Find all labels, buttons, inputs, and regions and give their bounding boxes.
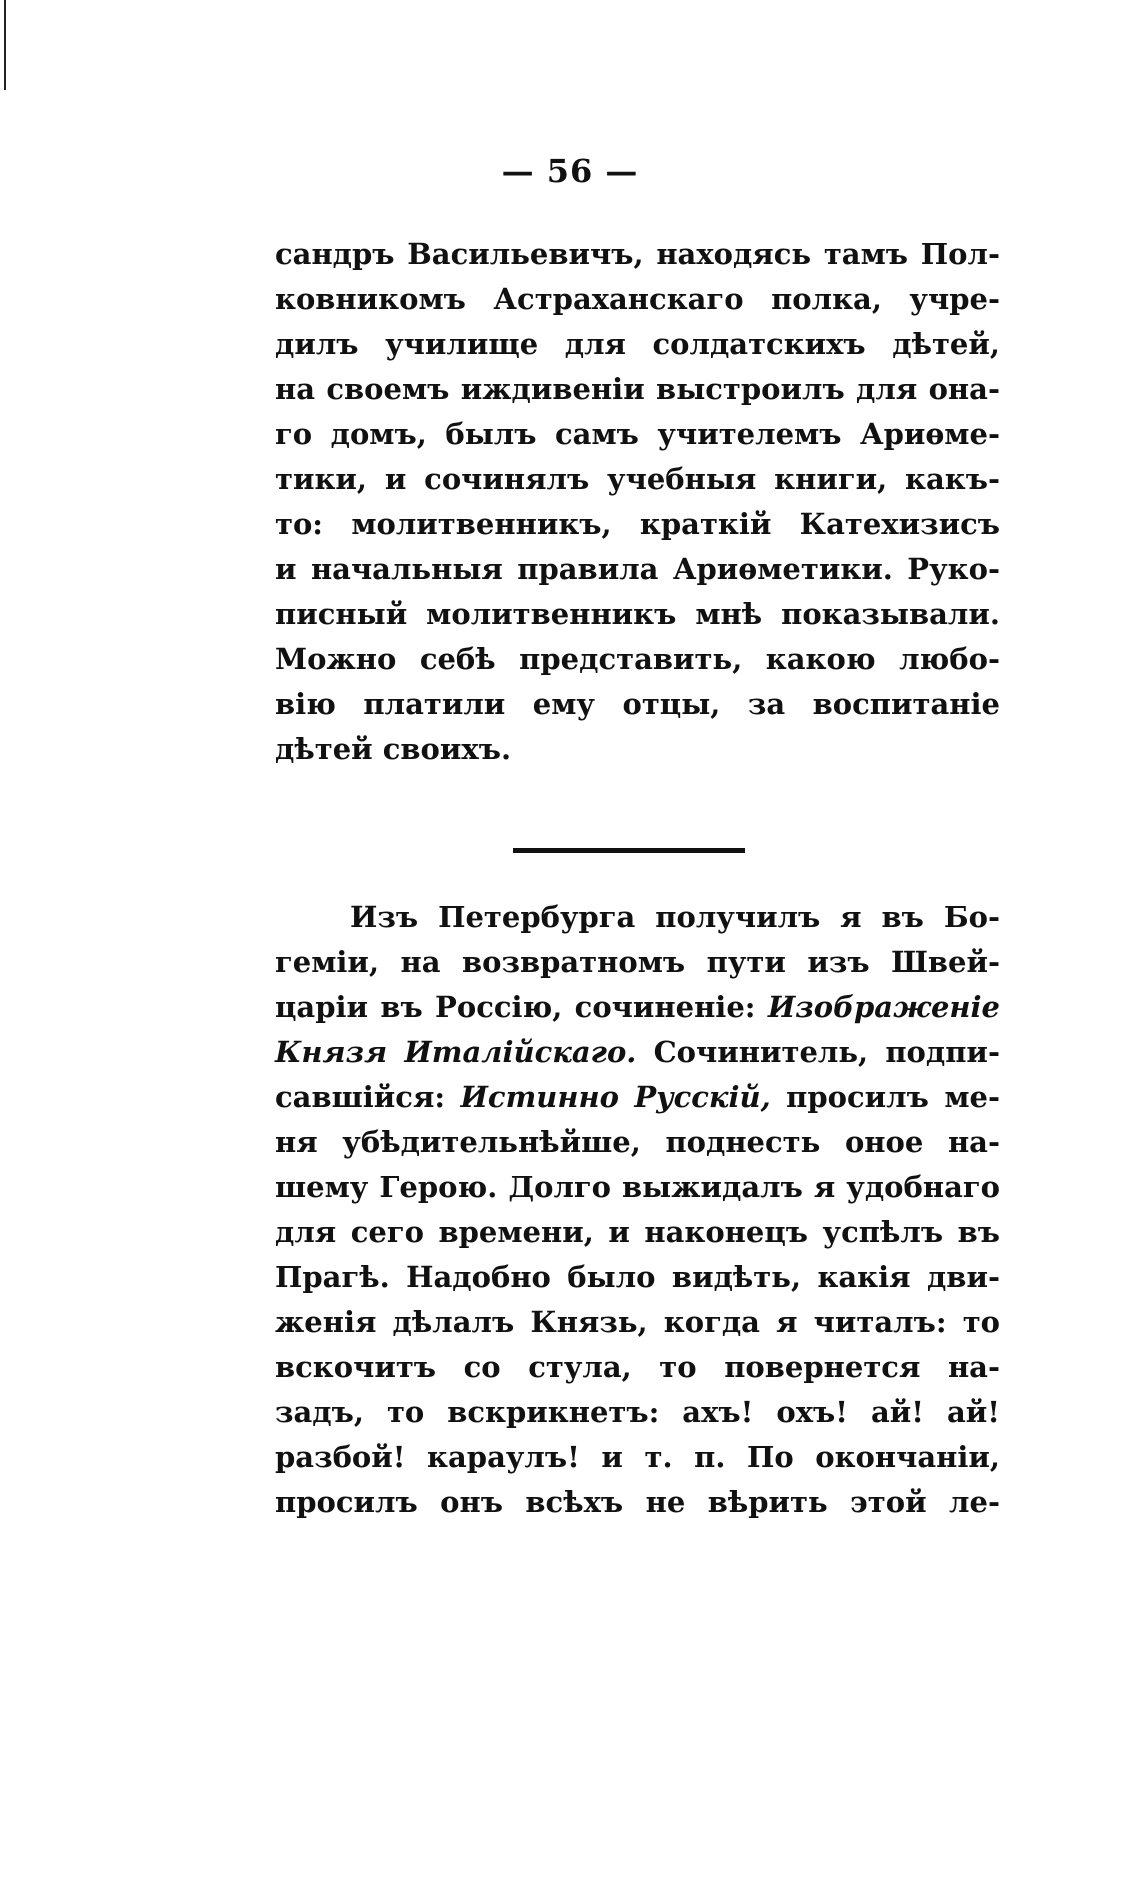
text-line: ня убѣдительнѣйше, поднесть оное на- [275, 1125, 1000, 1159]
text-segment: Сочинитель, подпи- [653, 1035, 1000, 1069]
text-line: Изъ Петербурга получилъ я въ Бо- [350, 900, 1000, 934]
work-title-part: Изображеніе [767, 990, 1000, 1024]
text-segment: савшійся: [275, 1080, 446, 1114]
text-line: для сего времени, и наконецъ успѣлъ въ [275, 1215, 1000, 1249]
text-line: задъ, то вскрикнетъ: ахъ! охъ! ай! ай! [275, 1395, 1000, 1429]
text-line: ковникомъ Астраханскаго полка, учре- [275, 282, 1000, 316]
text-line: разбой! караулъ! и т. п. По окончаніи, [275, 1440, 1000, 1474]
text-line: Можно себѣ представить, какою любо- [275, 642, 1000, 676]
work-title-part: Князя Италійскаго. [275, 1035, 637, 1069]
paragraph-1 [275, 232, 1000, 772]
text-line: тики, и сочинялъ учебныя книги, какъ- [275, 462, 1000, 496]
text-line: женія дѣлалъ Князь, когда я читалъ: то [275, 1305, 1000, 1339]
text-line: просилъ онъ всѣхъ не вѣрить этой ле- [275, 1485, 1000, 1519]
text-line: писный молитвенникъ мнѣ показывали. [275, 597, 1000, 631]
text-line: Прагѣ. Надобно было видѣть, какія дви- [275, 1260, 1000, 1294]
text-line: на своемъ иждивеніи выстроилъ для она- [275, 372, 1000, 406]
text-line [275, 985, 1000, 1030]
author-signature: Истинно Русскій, [460, 1080, 771, 1114]
text-line: геміи, на возвратномъ пути изъ Швей- [275, 945, 1000, 979]
text-line: дилъ училище для солдатскихъ дѣтей, [275, 327, 1000, 361]
section-separator [513, 848, 745, 853]
text-segment: царіи въ Россію, сочиненіе: [275, 990, 756, 1024]
text-line: вію платили ему отцы, за воспитаніе [275, 687, 1000, 721]
text-line [275, 1030, 1000, 1075]
text-line: го домъ, былъ самъ учителемъ Ариѳме- [275, 417, 1000, 451]
text-line: и начальныя правила Ариѳметики. Руко- [275, 552, 1000, 586]
text-line: вскочитъ со стула, то повернется на- [275, 1350, 1000, 1384]
paragraph-2 [275, 895, 1000, 1525]
page-number: — 56 — [501, 152, 639, 190]
text-line: дѣтей своихъ. [275, 732, 512, 766]
text-segment: просилъ ме- [786, 1080, 1000, 1114]
text-line [275, 1075, 1000, 1120]
text-line: шему Герою. Долго выжидалъ я удобнаго [275, 1170, 1000, 1204]
text-line: то: молитвенникъ, краткій Катехизисъ [275, 507, 1000, 541]
scan-edge-line [4, 0, 6, 90]
text-line: сандръ Васильевичъ, находясь тамъ Пол- [275, 237, 1000, 271]
